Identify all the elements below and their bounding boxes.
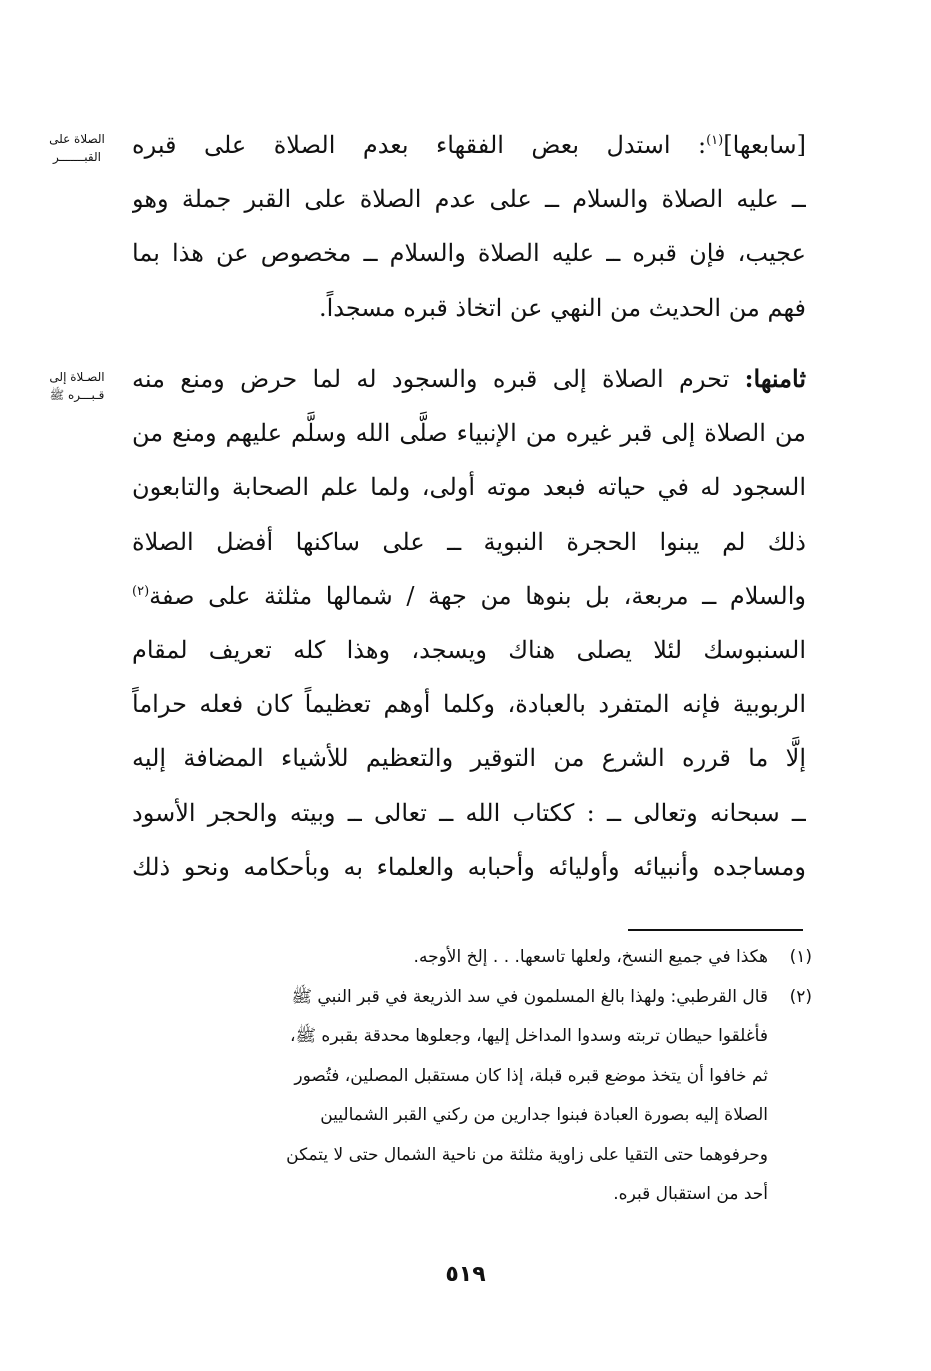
paragraph-line: السنبوسك لئلا يصلى هناك ويسجد، وهذا كله تعريف لمقام bbox=[132, 635, 806, 664]
footnote-line: ثم خافوا أن يتخذ موضع قبره قبلة، إذا كان مستقبل المصلين، فتُصور bbox=[294, 1065, 768, 1086]
footnote-number: (١) bbox=[789, 947, 812, 967]
footnote-text bbox=[140, 938, 768, 978]
paragraph-line bbox=[132, 118, 806, 172]
paragraph-eighth bbox=[132, 352, 806, 894]
footnote-line: فأغلقوا حيطان تربته وسدوا المداخل إليها، وجعلوها محدقة بقبره ﷺ، bbox=[290, 1026, 768, 1046]
paragraph-line: السجود له في حياته فبعد موته أولى، ولما علم الصحابة والتابعون bbox=[132, 473, 806, 502]
margin-note-prayer-on-grave bbox=[34, 130, 120, 166]
footnote-1 bbox=[140, 938, 812, 978]
paragraph-heading: [سابعها] bbox=[723, 131, 806, 159]
paragraph-line: فهم من الحديث من النهي عن اتخاذ قبره مسجداً. bbox=[318, 293, 806, 322]
paragraph-seventh bbox=[132, 118, 806, 335]
line-text: تحرم الصلاة إلى قبره والسجود له لما حرض ومنع منه bbox=[132, 365, 745, 393]
line-text: : استدل بعض الفقهاء بعدم الصلاة على قبره bbox=[132, 131, 707, 159]
footnote-text bbox=[140, 978, 768, 1215]
margin-note-line: الصـلاة إلى bbox=[49, 370, 105, 384]
paragraph-line: ذلك لم يبنوا الحجرة النبوية ــ على ساكنها أفضل الصلاة bbox=[132, 527, 806, 556]
paragraph-line bbox=[132, 352, 806, 406]
footnote-2 bbox=[140, 978, 812, 1215]
line-text: والسلام ــ مربعة، بل بنوها من جهة / شمالها مثلثة على صفة bbox=[149, 581, 806, 610]
margin-note-line: الصلاة على bbox=[49, 132, 105, 146]
footnote-line: هكذا في جميع النسخ، ولعلها تاسعها. . . إلخ الأوجه. bbox=[413, 947, 768, 967]
footnote-line: قال القرطبي: ولهذا بالغ المسلمون في سد الذريعة في قبر النبي ﷺ bbox=[291, 986, 768, 1007]
paragraph-line bbox=[132, 569, 806, 623]
footnote-number: (٢) bbox=[789, 986, 812, 1007]
paragraph-heading: ثامنها: bbox=[744, 364, 806, 393]
footnote-ref: (٢) bbox=[132, 583, 150, 599]
paragraph-line: الربوبية فإنه المتفرد بالعبادة، وكلما أوهم تعظيماً كان فعله حراماً bbox=[132, 690, 806, 719]
footnotes bbox=[140, 938, 812, 1215]
margin-note-prayer-towards-grave bbox=[34, 368, 120, 404]
footnote-separator bbox=[628, 929, 803, 931]
margin-note-line: القبـــــــر bbox=[53, 150, 101, 164]
paragraph-line: ومساجده وأنبيائه وأوليائه وأحبابه والعلماء به وبأحكامه ونحو ذلك bbox=[132, 852, 806, 881]
footnote-line: أحد من استقبال قبره. bbox=[613, 1184, 768, 1204]
paragraph-line: ــ سبحانه وتعالى ــ : ككتاب الله ــ تعالى ــ وبيته والحجر الأسود bbox=[132, 798, 806, 827]
paragraph-line: من الصلاة إلى قبر غيره من الإنبياء صلَّى الله وسلَّم عليهم ومنع من bbox=[132, 419, 806, 448]
paragraph-line: ــ عليه الصلاة والسلام ــ على عدم الصلاة على القبر جملة وهو bbox=[132, 185, 806, 214]
footnote-ref: (١) bbox=[706, 133, 724, 148]
footnote-line: وحرفوهما حتى التقيا على زاوية مثلثة من ناحية الشمال حتى لا يتمكن bbox=[286, 1144, 768, 1165]
paragraph-line: عجيب، فإن قبره ــ عليه الصلاة والسلام ــ مخصوص عن هذا بما bbox=[132, 239, 806, 268]
margin-note-line: قـبـــره ﷺ bbox=[49, 388, 105, 402]
paragraph-line: إلَّا ما قرره الشرع من التوقير والتعظيم للأشياء المضافة إليه bbox=[132, 744, 806, 773]
page-number: ٥١٩ bbox=[445, 1262, 486, 1287]
footnote-line: الصلاة إليه بصورة العبادة فبنوا جدارين من ركني القبر الشماليين bbox=[320, 1105, 768, 1125]
